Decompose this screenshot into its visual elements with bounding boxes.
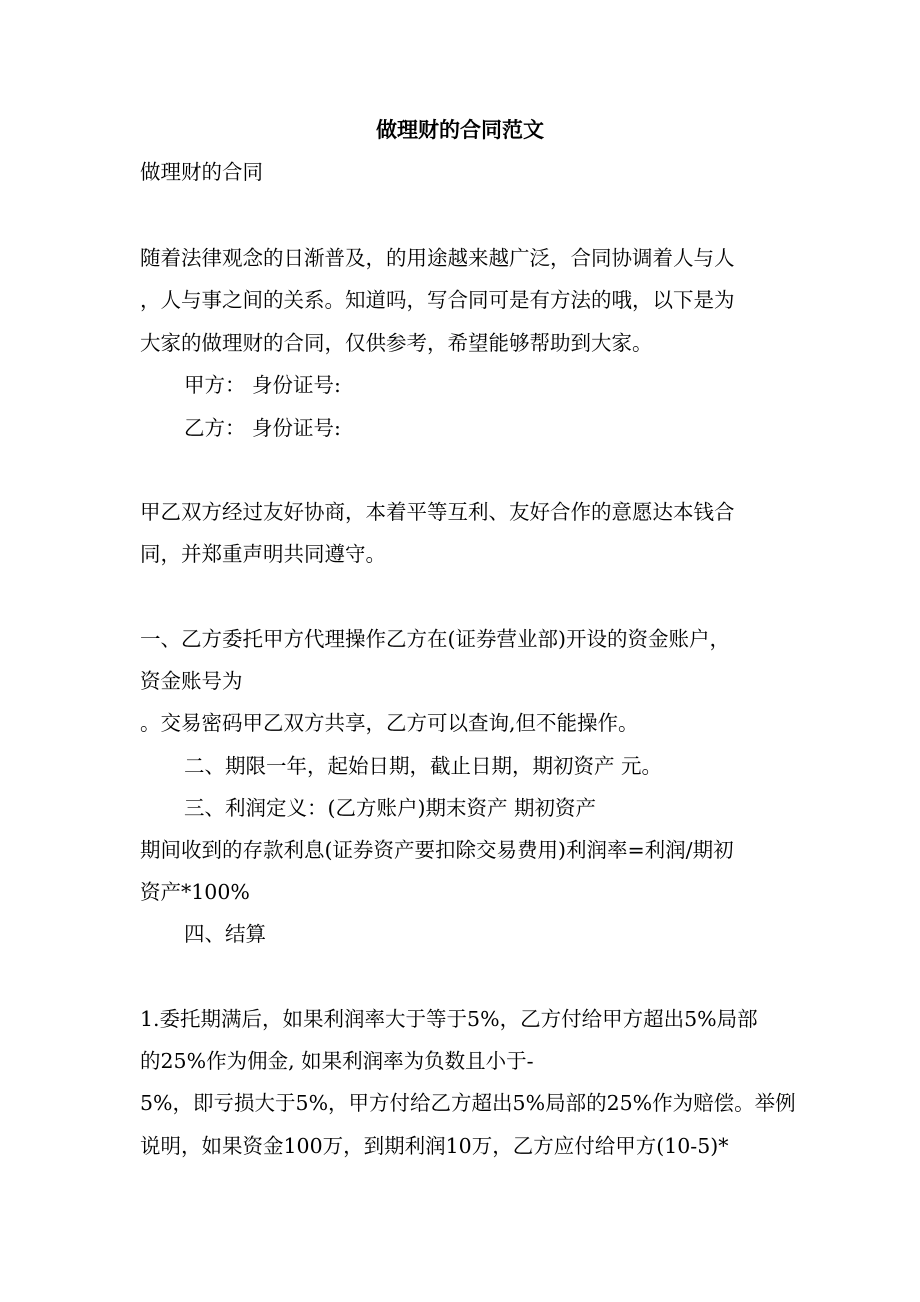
clause4-heading: 四、结算 (184, 922, 266, 946)
clause1-line-1: 一、乙方委托甲方代理操作乙方在(证券营业部)开设的资金账户， (140, 627, 730, 651)
clause3-line-2: 期间收到的存款利息(证券资产要扣除交易费用)利润率=利润/期初 (140, 838, 734, 862)
intro-line-3: 大家的做理财的合同，仅供参考，希望能够帮助到大家。 (140, 331, 653, 355)
settlement-line-1: 1.委托期满后，如果利润率大于等于5%，乙方付给甲方超出5%局部 (140, 1007, 758, 1031)
clause3-line-3: 资产*100% (140, 880, 250, 904)
clause1-line-2: 资金账号为 (140, 669, 243, 693)
settlement-line-3: 5%，即亏损大于5%，甲方付给乙方超出5%局部的25%作为赔偿。举例 (140, 1091, 796, 1115)
party-b-line: 乙方： 身份证号: (184, 416, 341, 440)
document-subtitle: 做理财的合同 (140, 160, 263, 184)
intro-line-1: 随着法律观念的日渐普及，的用途越来越广泛，合同协调着人与人 (140, 246, 735, 270)
clause2-line: 二、期限一年，起始日期，截止日期，期初资产 元。 (184, 754, 663, 778)
intro-line-2: ，人与事之间的关系。知道吗，写合同可是有方法的哦，以下是为 (140, 288, 735, 312)
clause3-line-1: 三、利润定义：(乙方账户)期末资产 期初资产 (184, 796, 597, 820)
settlement-line-2: 的25%作为佣金, 如果利润率为负数且小于- (140, 1049, 534, 1073)
agreement-line-1: 甲乙双方经过友好协商，本着平等互利、友好合作的意愿达本钱合 (140, 500, 735, 524)
settlement-line-4: 说明，如果资金100万，到期利润10万，乙方应付给甲方(10-5)* (140, 1134, 729, 1158)
clause1-line-3: 。交易密码甲乙双方共享，乙方可以查询,但不能操作。 (140, 711, 639, 735)
agreement-line-2: 同，并郑重声明共同遵守。 (140, 542, 386, 566)
document-title: 做理财的合同范文 (376, 118, 544, 142)
party-a-line: 甲方： 身份证号: (184, 373, 341, 397)
